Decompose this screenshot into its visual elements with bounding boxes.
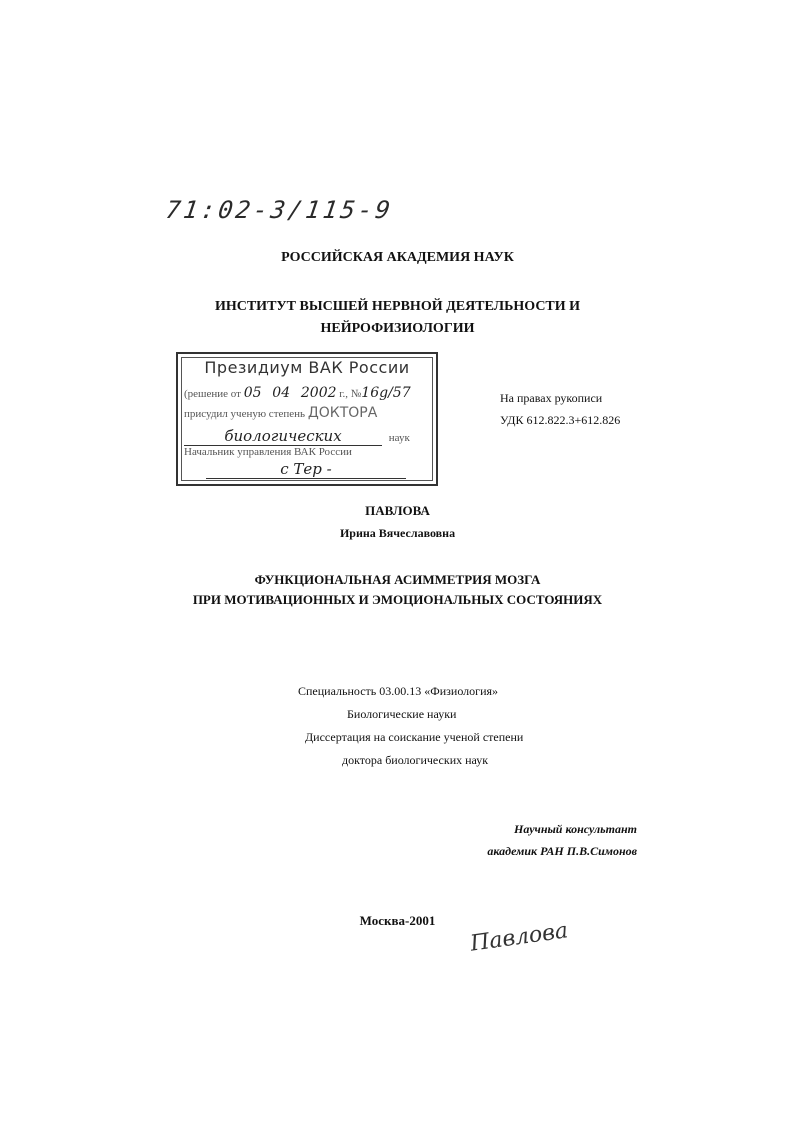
specialty: Специальность 03.00.13 «Физиология» bbox=[298, 684, 499, 698]
udk-code: УДК 612.822.3+612.826 bbox=[500, 413, 621, 427]
author-signature: Павлова bbox=[468, 918, 570, 957]
thesis-title-line-2: ПРИ МОТИВАЦИОННЫХ И ЭМОЦИОНАЛЬНЫХ СОСТОЯНИЯХ bbox=[192, 592, 603, 607]
stamp-head-label: Начальник управления ВАК России bbox=[184, 446, 352, 458]
dissertation-for: Диссертация на соискание ученой степени bbox=[305, 730, 524, 744]
stamp-award-line bbox=[184, 405, 377, 421]
manuscript-rights: На правах рукописи bbox=[500, 391, 603, 405]
academy-name: РОССИЙСКАЯ АКАДЕМИЯ НАУК bbox=[281, 250, 514, 265]
consultant-label: Научный консультант bbox=[514, 822, 637, 836]
stamp-head-signature-line bbox=[206, 460, 406, 479]
city-year: Москва-2001 bbox=[359, 913, 436, 928]
author-given-names: Ирина Вячеславовна bbox=[339, 526, 456, 540]
stamp-decision-prefix: (решение от bbox=[184, 388, 241, 400]
thesis-title bbox=[0, 570, 795, 610]
specialty-block bbox=[230, 680, 615, 772]
consultant-name: академик РАН П.В.Симонов bbox=[487, 844, 637, 858]
manuscript-info bbox=[500, 387, 620, 431]
stamp-decision-number: 16g/57 bbox=[361, 385, 411, 401]
institute-name bbox=[0, 296, 795, 340]
degree: доктора биологических наук bbox=[342, 753, 489, 767]
stamp-field-suffix: наук bbox=[388, 432, 410, 444]
stamp-title: Президиум ВАК России bbox=[204, 358, 410, 377]
institute-line-1: ИНСТИТУТ ВЫСШЕЙ НЕРВНОЙ ДЕЯТЕЛЬНОСТИ И bbox=[214, 299, 581, 314]
stamp-decision-month: 04 bbox=[272, 385, 291, 401]
stamp-decision-line bbox=[184, 385, 411, 401]
stamp-award-prefix: присудил ученую степень bbox=[184, 408, 306, 420]
thesis-title-line-1: ФУНКЦИОНАЛЬНАЯ АСИММЕТРИЯ МОЗГА bbox=[254, 572, 541, 587]
stamp-field-handwritten: биологических bbox=[184, 427, 382, 446]
stamp-decision-day: 05 bbox=[243, 385, 262, 401]
vak-stamp bbox=[176, 352, 438, 486]
stamp-decision-year: 2002 bbox=[300, 385, 337, 401]
institute-line-2: НЕЙРОФИЗИОЛОГИИ bbox=[320, 321, 475, 336]
archive-number: 71:02-3/115-9 bbox=[164, 196, 395, 224]
stamp-award-degree: ДОКТОРА bbox=[307, 405, 378, 421]
author-surname: ПАВЛОВА bbox=[365, 503, 430, 518]
stamp-field-line bbox=[184, 427, 410, 446]
stamp-decision-suffix: г., № bbox=[339, 388, 362, 400]
consultant-block bbox=[487, 818, 637, 862]
stamp-head-signature: с Тер - bbox=[206, 460, 406, 479]
science-branch: Биологические науки bbox=[347, 707, 457, 721]
